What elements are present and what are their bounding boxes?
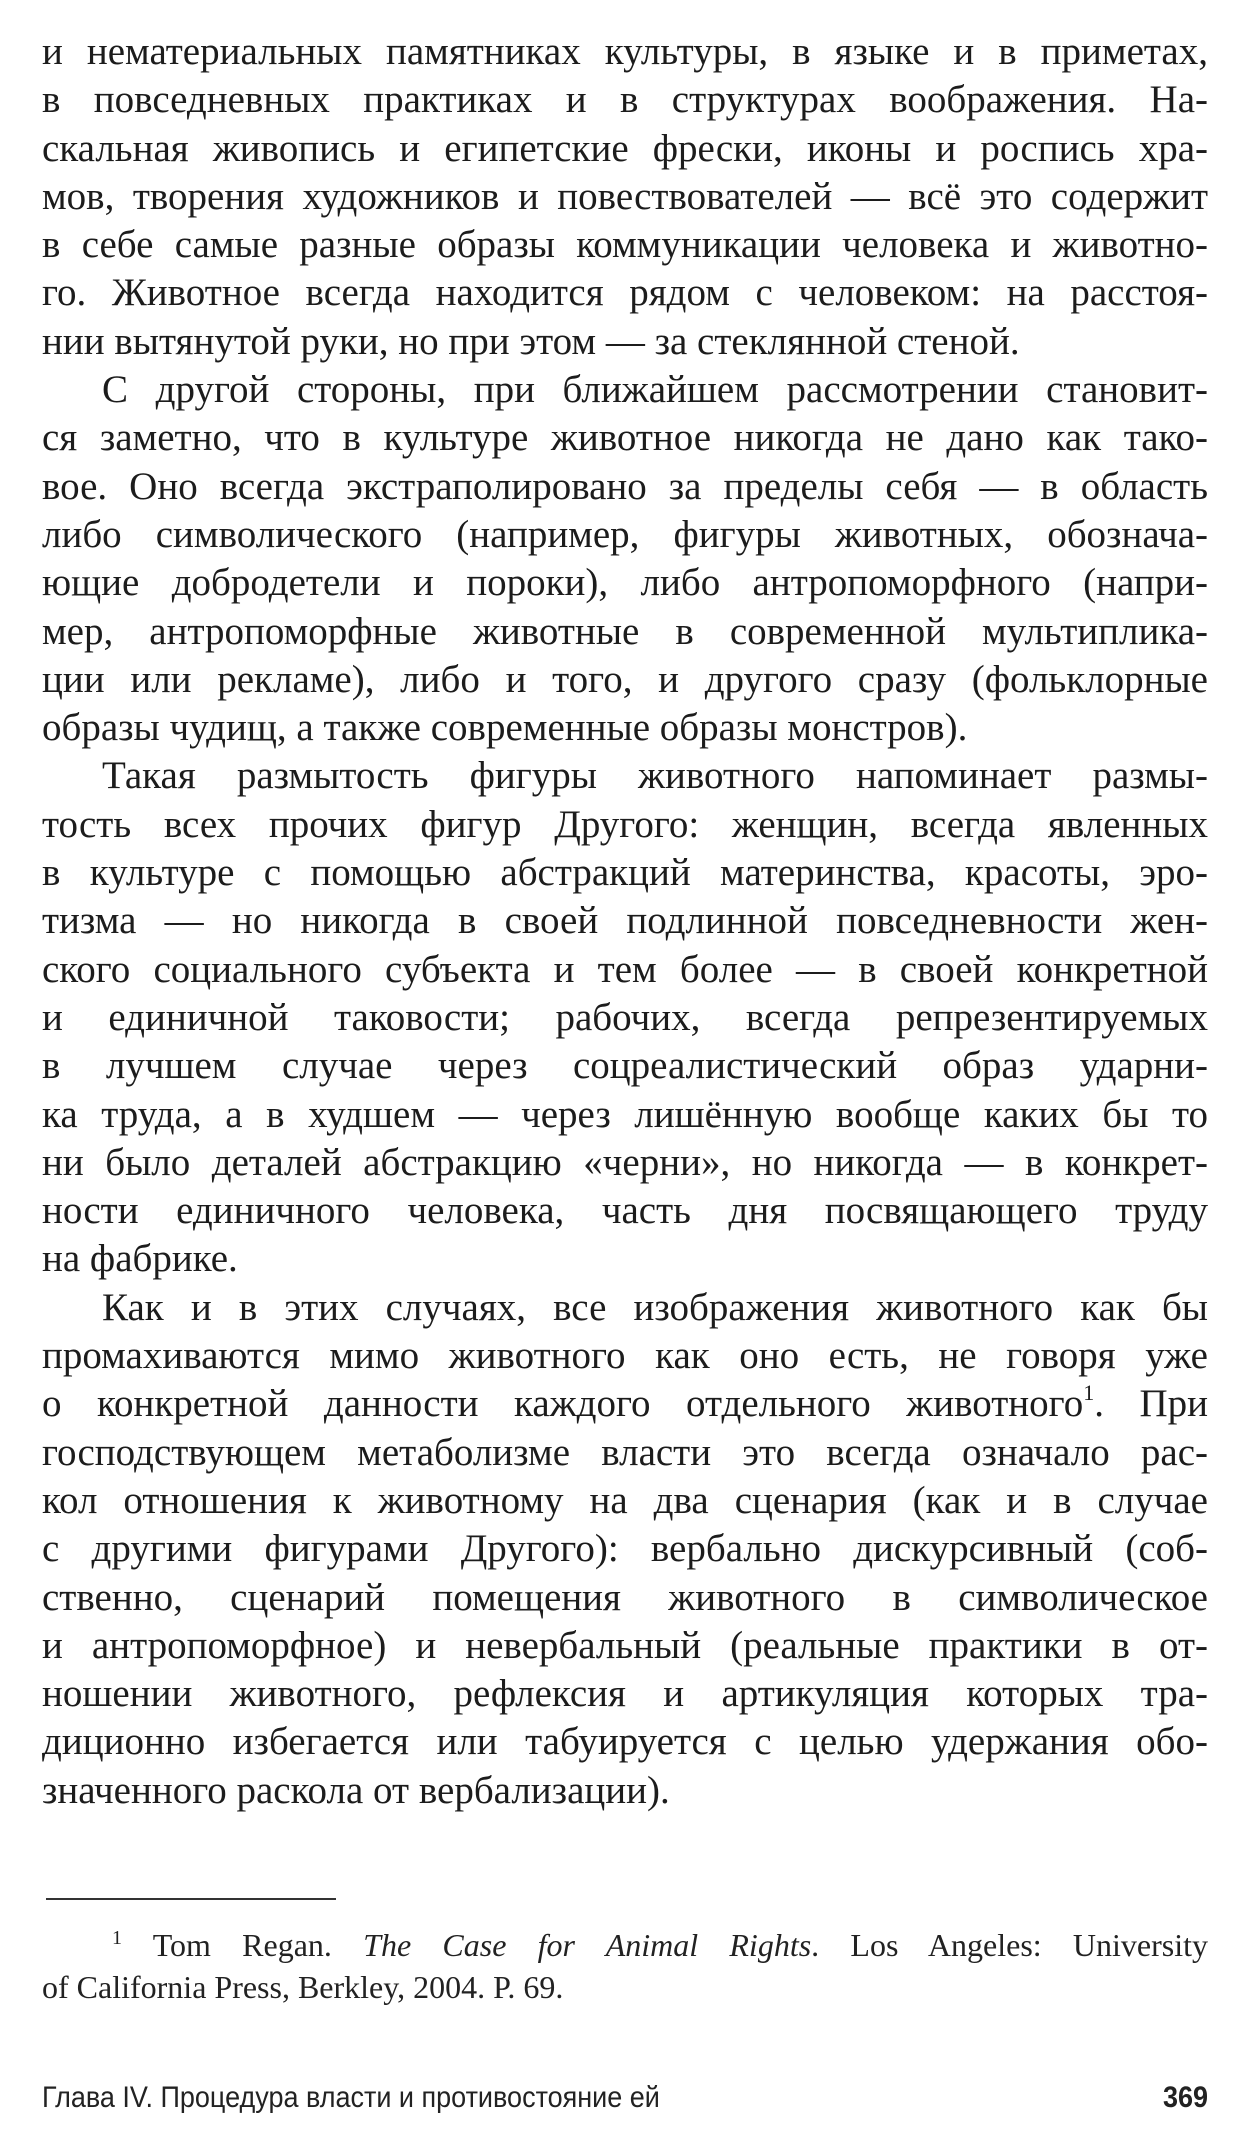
text-line: ющие добродетели и пороки), либо антропоморфного (напри- (42, 561, 1208, 605)
footnote-line (42, 1924, 1208, 1966)
text-line: и единичной таковости; рабочих, всегда репрезентируемых (42, 995, 1208, 1039)
text-line (42, 1380, 1208, 1428)
footnote-line: of California Press, Berkley, 2004. P. 69. (42, 1969, 564, 2005)
text-line: ка труда, а в худшем — через лишённую вообще каких бы то (42, 1092, 1208, 1136)
text-line: тизма — но никогда в своей подлинной повседневности жен- (42, 899, 1208, 943)
footnote (42, 1924, 1208, 2008)
page-body (42, 28, 1208, 1815)
text-line: кол отношения к животному на два сценария (как и в случае (42, 1478, 1208, 1522)
text-line: ственно, сценарий помещения животного в символическое (42, 1575, 1208, 1619)
text-line: нии вытянутой руки, но при этом — за стеклянной стеной. (42, 319, 1020, 363)
text-line: ского социального субъекта и тем более — в своей конкретной (42, 947, 1208, 991)
page-number: 369 (1162, 2081, 1208, 2114)
text-line: в лучшем случае через соцреалистический образ ударни- (42, 1044, 1208, 1088)
text-line: либо символического (например, фигуры животных, обознача- (42, 512, 1208, 556)
text-fragment: . При (1094, 1382, 1208, 1426)
text-line: ции или рекламе), либо и того, и другого сразу (фольклорные (42, 657, 1208, 701)
text-line: господствующем метаболизме власти это всегда означало рас- (42, 1430, 1208, 1474)
text-line: мер, антропоморфные животные в современной мультиплика- (42, 609, 1208, 653)
text-line: с другими фигурами Другого): вербально дискурсивный (соб- (42, 1527, 1208, 1571)
text-line: скальная живопись и египетские фрески, иконы и роспись хра- (42, 126, 1208, 170)
text-line: и нематериальных памятниках культуры, в языке и в приметах, (42, 30, 1208, 73)
page-footer (42, 2078, 1208, 2118)
text-line: С другой стороны, при ближайшем рассмотрении становит- (102, 368, 1208, 412)
text-line: вое. Оно всегда экстраполировано за пределы себя — в область (42, 464, 1208, 508)
text-line: промахиваются мимо животного как оно есть, не говоря уже (42, 1334, 1208, 1378)
text-line: ности единичного человека, часть дня посвящающего труду (42, 1189, 1208, 1233)
footnote-text: Tom Regan. The Case for Animal Rights. Los Angeles: University (152, 1927, 1209, 1963)
text-line: значенного раскола от вербализации). (42, 1768, 670, 1812)
book-title: The Case for Animal Rights (363, 1927, 812, 1963)
text-fragment: о конкретной данности каждого отдельного животного (42, 1382, 1084, 1426)
text-line: ношении животного, рефлексия и артикуляция которых тра- (42, 1672, 1208, 1716)
text-line: в повседневных практиках и в структурах воображения. На- (42, 78, 1208, 122)
text-line: в себе самые разные образы коммуникации человека и животно- (42, 223, 1208, 267)
text-line: и антропоморфное) и невербальный (реальные практики в от- (42, 1623, 1208, 1667)
text-line: Такая размытость фигуры животного напоминает размы- (102, 754, 1208, 798)
text-line: мов, творения художников и повествователей — всё это содержит (42, 174, 1208, 218)
text-line: образы чудищ, а также современные образы монстров). (42, 706, 968, 750)
text-line: диционно избегается или табуируется с целью удержания обо- (42, 1720, 1208, 1764)
text-line: ни было деталей абстракцию «черни», но никогда — в конкрет- (42, 1140, 1208, 1184)
footnote-reference[interactable]: 1 (1083, 1380, 1095, 1406)
running-footer-chapter: Глава IV. Процедура власти и противостояние ей (42, 2081, 660, 2114)
text-line: ся заметно, что в культуре животное никогда не дано как тако- (42, 416, 1208, 460)
footnote-divider (46, 1898, 336, 1900)
footnote-marker: 1 (112, 1927, 122, 1949)
text-line: тость всех прочих фигур Другого: женщин, всегда явленных (42, 802, 1208, 846)
text-line: в культуре с помощью абстракций материнства, красоты, эро- (42, 851, 1208, 895)
text-line: Как и в этих случаях, все изображения животного как бы (102, 1285, 1208, 1329)
text-line: го. Животное всегда находится рядом с человеком: на расстоя- (42, 271, 1208, 315)
text-line: на фабрике. (42, 1237, 238, 1281)
